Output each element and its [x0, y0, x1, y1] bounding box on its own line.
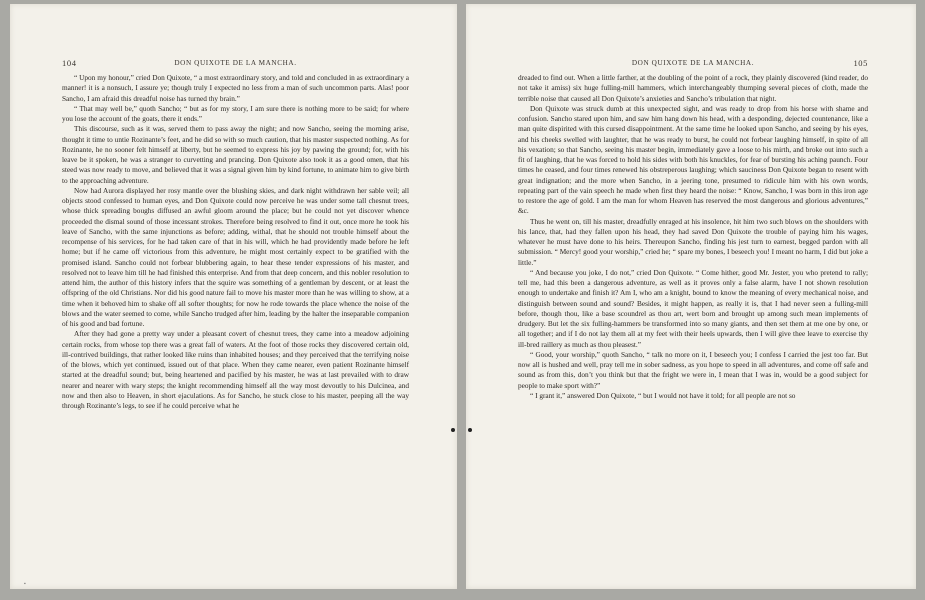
paragraph: Now had Aurora displayed her rosy mantle over the blushing skies, and dark night withdrawn her sable veil; all objects stood confessed to human eyes, and Don Quixote could now perceive he was under some tall chesnut trees, whose thick spreading boughs diffused an awful gloom around the place; but he could not yet discover whence proceeded the dismal sound of those incessant strokes. Therefore being resolved to find it out, once more he took his leave of Sancho, with the same injunctions as before; adding, withal, that he should not trouble himself about the recompense of his services, for he had taken care of that in his will, which he had providently made before he left home; but if he came off victorious from this adventure, he might most certainly expect to be gratified with the promised island. Sancho could not forbear blubbering again, to hear these tender expressions of his master, and resolved not to leave him till he had finished this enterprise. And from that deep concern, and this nobler resolution to attend him, the author of this history infers that the squire was something of a gentleman by descent, or at least the offspring of the old Christians. Nor did his good nature fail to move his master more than he was willing to show, at a time when it behoved him to shake off all softer thoughts; for now he rode towards the place whence the noise of the blows and the water seemed to come, while Sancho trudged after him, leading by the halter the inseparable companion of his good and bad fortune.	[62, 185, 409, 328]
paragraph: dreaded to find out. When a little farther, at the doubling of the point of a rock, they plainly discovered (kind reader, do not take it amiss) six huge fulling-mill hammers, which interchangeably thumping several pieces of cloth, made the terrible noise that caused all Don Quixote’s anxieties and Sancho’s tribulation that night.	[518, 73, 868, 103]
left-page-number: 104	[62, 58, 77, 68]
left-page	[10, 4, 457, 589]
paragraph: After they had gone a pretty way under a pleasant covert of chesnut trees, they came into a meadow adjoining certain rocks, from whose top there was a great fall of waters. At the foot of those rocks they discovered certain old, ill-contrived buildings, that rather looked like ruins than inhabited houses; and they perceived that the terrifying noise of the blows, which yet continued, issued out of that place. When they came nearer, even patient Rozinante himself started at the dreadful sound; but, being heartened and pacified by his master, he was at last prevailed with to draw nearer and nearer with wary steps; the knight recommending himself all the way most devoutly to his Dulcinea, and now and then also to Heaven, in short ejaculations. As for Sancho, he stuck close to his master, peeping all the way through Rozinante’s legs, to see if he could perceive what he	[62, 329, 409, 410]
left-page-body	[62, 73, 409, 411]
binding-dot-left	[451, 428, 455, 432]
paragraph: “ Upon my honour,” cried Don Quixote, “ a most extraordinary story, and told and concluded in as extraordinary a manner! it is a nonsuch, I assure ye; though truly I expected no less from a man of such uncommon parts. Alas! poor Sancho, I am afraid this dreadful noise has turned thy brain.”	[62, 73, 409, 103]
right-page-body	[518, 73, 868, 401]
right-page-number: 105	[853, 58, 868, 68]
right-page-header	[518, 59, 868, 71]
paragraph: “ That may well be,” quoth Sancho; “ but as for my story, I am sure there is nothing more to be said; for where you lose the account of the goats, there it ends.”	[62, 103, 409, 123]
right-running-head: DON QUIXOTE DE LA MANCHA.	[631, 59, 755, 67]
binding-dot-right	[468, 428, 472, 432]
paragraph: “ Good, your worship,” quoth Sancho, “ talk no more on it, I beseech you; I confess I carried the jest too far. But now all is hushed and well, pray tell me in sober sadness, as you hope to speed in all adventures, and come off safe and sound as from this, don’t you think but that the fright we were in, I mean that I was in, would be a good subject for people to make sport with?”	[518, 349, 868, 390]
corner-mark: ▪	[24, 582, 26, 587]
paragraph: “ I grant it,” answered Don Quixote, “ but I would not have it told; for all people are not so	[530, 390, 796, 400]
paragraph: This discourse, such as it was, served them to pass away the night; and now Sancho, seeing the morning arise, thought it time to untie Rozinante’s feet, and he did so with so much caution, that his master suspected nothing. As for Rozinante, he no sooner felt himself at liberty, but he seemed to express his joy by pawing the ground; for, with his leave be it spoken, he was a stranger to curvetting and prancing. Don Quixote also took it as a good omen, that his steed was now ready to move, and believed that it was a signal given him by kind fortune, to animate him to give birth to the approaching adventure.	[62, 124, 409, 185]
paragraph: “ And because you joke, I do not,” cried Don Quixote. “ Come hither, good Mr. Jester, you who pretend to rally; tell me, had this been a dangerous adventure, as well as it proves only a false alarm, have I not shown resolution enough to undertake and finish it? Am I, who am a knight, bound to know the meaning of every mechanical noise, and distinguish between sound and sound? Besides, it might happen, as really it is, that I had never seen a fulling-mill before, though thou, like a base scoundrel as thou art, wert born and brought up among such mean implements of drudgery. But let the six fulling-hammers be transformed into so many giants, and then set them at me one by one, or all together; and if I do not lay them all at my feet with their heels upwards, then I will give thee leave to exercise thy ill-bred raillery as much as thou pleasest.”	[518, 267, 868, 349]
left-running-head: DON QUIXOTE DE LA MANCHA.	[174, 59, 297, 67]
left-page-header	[62, 59, 409, 71]
paragraph: Thus he went on, till his master, dreadfully enraged at his insolence, hit him two such blows on the shoulders with his lance, that, had they fallen upon his head, they had saved Don Quixote the trouble of paying him his wages, whatever he must have done to his heirs. Thereupon Sancho, finding his jest turn to earnest, begged pardon with all submission. “ Mercy! good your worship,” cried he; “ spare my bones, I beseech you! I meant no harm, I did but joke a little.”	[518, 216, 868, 267]
right-page	[466, 4, 916, 589]
paragraph: Don Quixote was struck dumb at this unexpected sight, and was ready to drop from his horse with shame and confusion. Sancho stared upon him, and saw him hang down his head, with a desponding, dejected countenance, like a man quite dispirited with this cursed disappointment. At the same time he looked upon Sancho, and seeing by his eyes, and his cheeks swelled with laughter, that he was ready to burst, he could not forbear laughing himself, in spite of all his vexation; so that Sancho, seeing his master begin, immediately gave a loose to his mirth, and broke out into such a fit of laughing, that he was forced to hold his sides with both his knuckles, for fear of bursting his aching paunch. Four times he ceased, and four times renewed his obstreperous laughing; which sauciness Don Quixote began to resent with great indignation; and the more when Sancho, in a jeering tone, presumed to ridicule him with his own words, repeating part of the vain speech he made when first they heard the noise: “ Know, Sancho, I was born in this iron age to restore the age of gold. I am the man for whom Heaven has reserved the most dangerous and glorious adventures,” &c.	[518, 103, 868, 216]
